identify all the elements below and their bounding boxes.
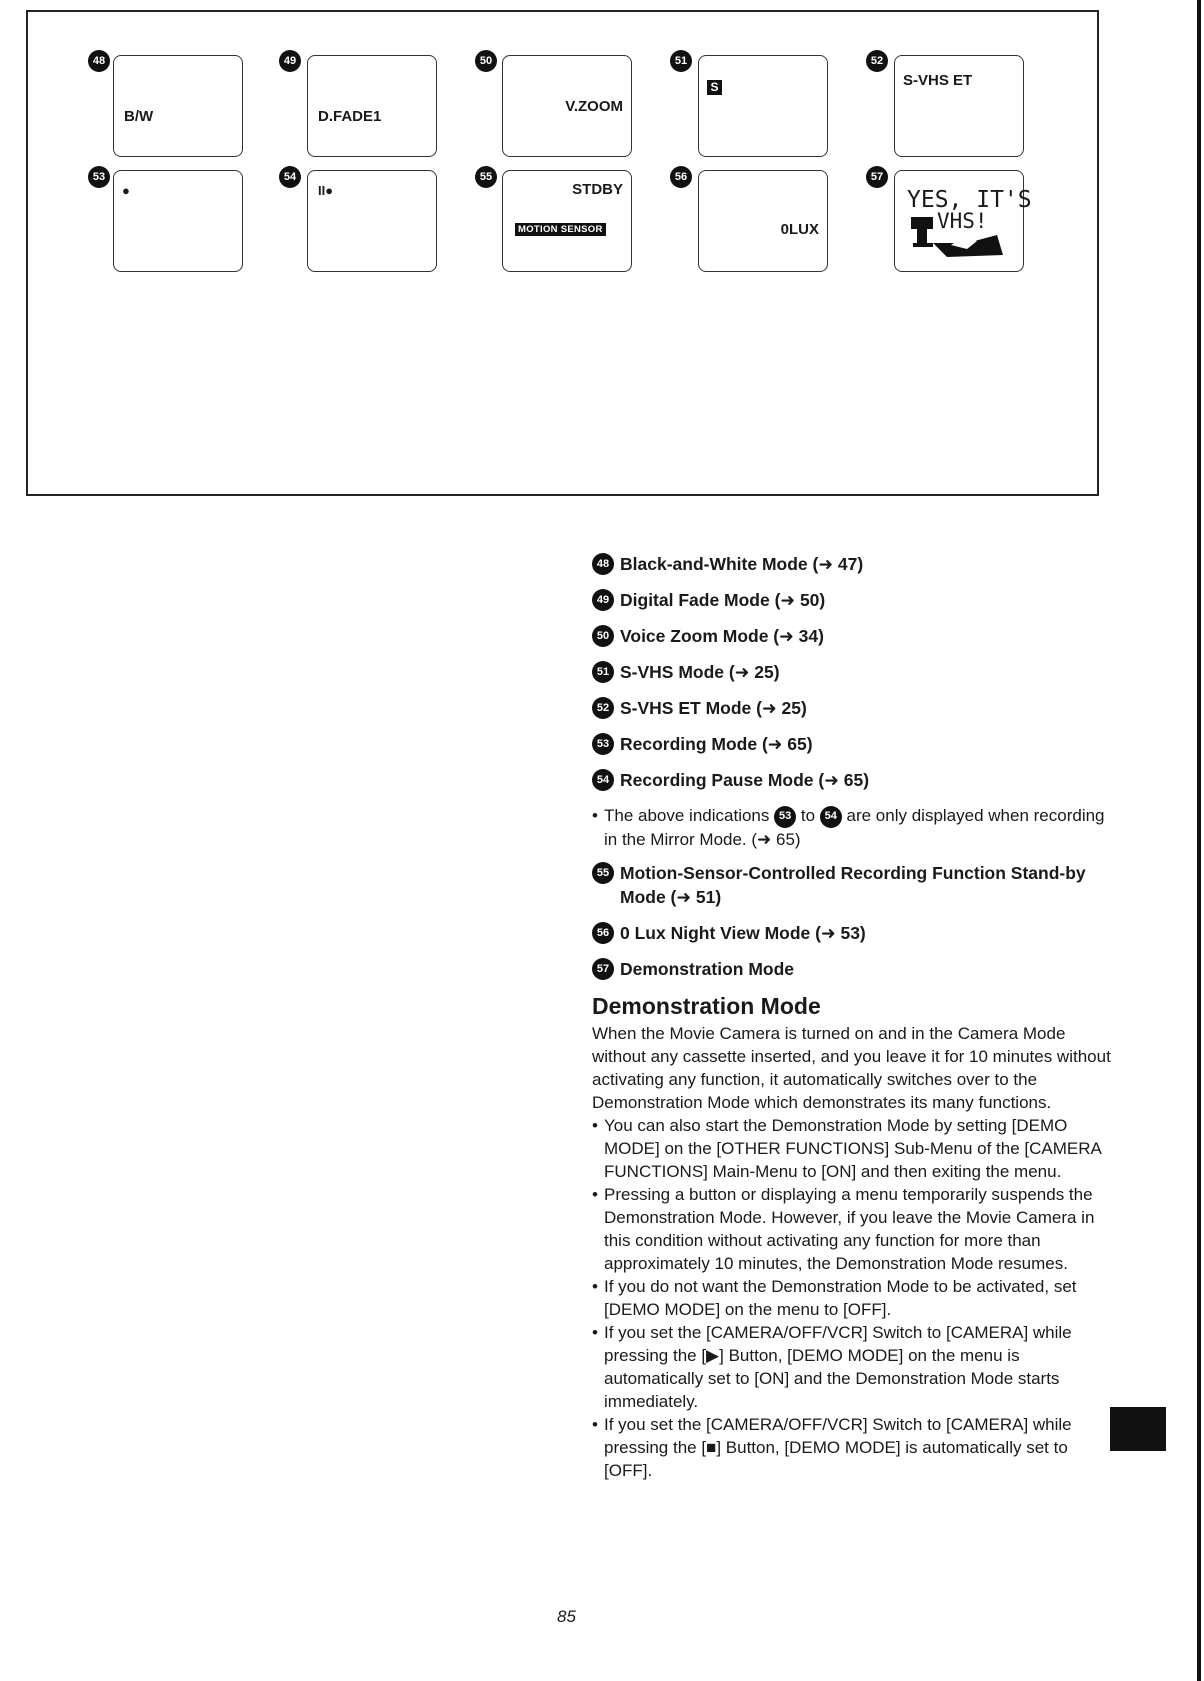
callout-53: 53: [88, 166, 110, 188]
screen-text: B/W: [124, 108, 154, 125]
screen-svhs-et: [894, 55, 1024, 157]
screen-vzoom: [502, 55, 632, 157]
list-item: [592, 660, 1112, 684]
note-to-number: 54: [820, 806, 842, 828]
item-label: Demonstration Mode: [620, 958, 795, 979]
callout-number: 52: [592, 697, 614, 719]
s-box: [707, 78, 722, 95]
screen-text: II●: [318, 183, 334, 198]
item-label: Voice Zoom Mode (➜ 34): [620, 626, 824, 646]
list-item: [592, 861, 1112, 909]
screen-rec-pause: [307, 170, 437, 272]
demo-bullet: • If you set the [CAMERA/OFF/VCR] Switch to [CAMERA] while pressing the [▶] Button, [DEMO MODE] on the menu is automatically set to [ON] and the Demonstration Mode starts immediately.: [592, 1321, 1112, 1413]
screen-text: ●: [122, 183, 130, 198]
callout-number: 55: [592, 862, 614, 884]
item-label: Motion-Sensor-Controlled Recording Function Stand-by Mode (➜ 51): [620, 862, 1086, 907]
callout-number: 54: [592, 769, 614, 791]
list-item: [592, 624, 1112, 648]
caption-list: [592, 552, 1112, 1482]
demo-bullet: • You can also start the Demonstration Mode by setting [DEMO MODE] on the [OTHER FUNCTIONS] Sub-Menu of the [CAMERA FUNCTIONS] Main-Menu to [ON] and then exiting the menu.: [592, 1114, 1112, 1183]
demo-bullet: • Pressing a button or displaying a menu temporarily suspends the Demonstration Mode. However, if you leave the Movie Camera in this condition without activating any function for more than approximately 10 minutes, the Demonstration Mode resumes.: [592, 1183, 1112, 1275]
screen-text: D.FADE1: [318, 108, 382, 125]
callout-49: 49: [279, 50, 301, 72]
item-label: Black-and-White Mode (➜ 47): [620, 554, 864, 574]
list-item: [592, 957, 1112, 981]
chapter-tab: [1110, 1407, 1166, 1451]
screen-text: V.ZOOM: [565, 98, 623, 115]
note-mid: to: [800, 806, 816, 825]
callout-54: 54: [279, 166, 301, 188]
callout-48: 48: [88, 50, 110, 72]
callout-number: 56: [592, 922, 614, 944]
screen-dfade: [307, 55, 437, 157]
screen-0lux: [698, 170, 828, 272]
item-label: 0 Lux Night View Mode (➜ 53): [620, 922, 866, 943]
callout-number: 57: [592, 958, 614, 980]
screen-text: STDBY: [572, 181, 623, 198]
callout-number: 48: [592, 553, 614, 575]
callout-57: 57: [866, 166, 888, 188]
demo-line1: YES, IT'S: [907, 187, 1032, 213]
callout-number: 49: [592, 589, 614, 611]
item-label: Recording Pause Mode (➜ 65): [620, 770, 870, 790]
list-item: [592, 552, 1112, 576]
screen-rec: [113, 170, 243, 272]
list-item: [592, 588, 1112, 612]
list-item: [592, 732, 1112, 756]
callout-52: 52: [866, 50, 888, 72]
page-number: 85: [557, 1607, 576, 1626]
screen-svhs: [698, 55, 828, 157]
list-item: [592, 696, 1112, 720]
callout-number: 53: [592, 733, 614, 755]
page-edge: [1197, 0, 1201, 1681]
list-item: [592, 921, 1112, 945]
mirror-mode-note: [592, 804, 1112, 851]
demo-line2: VHS!: [937, 209, 988, 233]
note-pre: The above indications: [604, 806, 770, 825]
callout-number: 51: [592, 661, 614, 683]
screen-text: 0LUX: [780, 221, 819, 238]
callout-56: 56: [670, 166, 692, 188]
item-label: S-VHS ET Mode (➜ 25): [620, 698, 807, 718]
item-label: S-VHS Mode (➜ 25): [620, 662, 780, 682]
callout-51: 51: [670, 50, 692, 72]
callout-55: 55: [475, 166, 497, 188]
callout-50: 50: [475, 50, 497, 72]
screen-stdby: [502, 170, 632, 272]
demo-intro: When the Movie Camera is turned on and in the Camera Mode without any cassette inserted, and you leave it for 10 minutes without activating any function, it automatically switches over to the Demonstration Mode which demonstrates its many functions.: [592, 1023, 1111, 1112]
callout-number: 50: [592, 625, 614, 647]
item-label: Recording Mode (➜ 65): [620, 734, 813, 754]
screen-text: S-VHS ET: [903, 72, 973, 89]
screen-demo: [894, 170, 1032, 272]
s-box-label: S: [707, 80, 722, 95]
demo-bullet: • If you do not want the Demonstration Mode to be activated, set [DEMO MODE] on the menu to [OFF].: [592, 1275, 1112, 1321]
note-from-number: 53: [774, 806, 796, 828]
demo-bullet: • If you set the [CAMERA/OFF/VCR] Switch to [CAMERA] while pressing the [■] Button, [DEMO MODE] is automatically set to [OFF].: [592, 1413, 1112, 1482]
motion-sensor-badge: MOTION SENSOR: [515, 223, 606, 236]
note-post: are only displayed when recording in the Mirror Mode. (➜ 65): [604, 806, 1105, 849]
list-item: [592, 768, 1112, 792]
screen-bw: [113, 55, 243, 157]
item-label: Digital Fade Mode (➜ 50): [620, 590, 826, 610]
section-heading: Demonstration Mode: [592, 992, 821, 1019]
